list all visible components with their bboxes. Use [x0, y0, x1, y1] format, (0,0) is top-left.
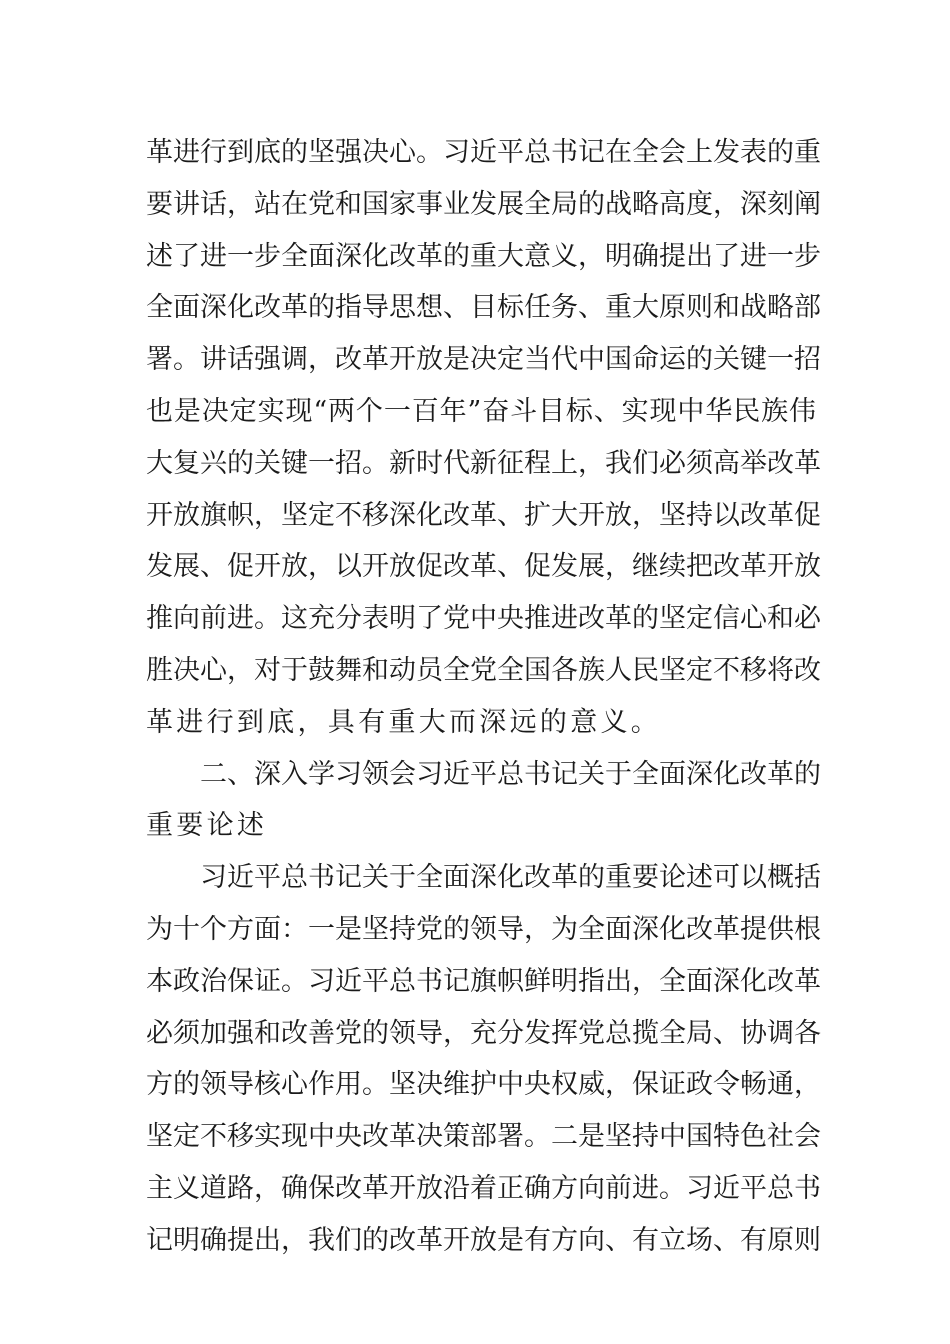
section-heading-line: 重要论述: [146, 810, 268, 842]
body-text-line: 为十个方面：一是坚持党的领导，为全面深化改革提供根: [146, 913, 821, 945]
body-text-line: 本政治保证。习近平总书记旗帜鲜明指出，全面深化改革: [146, 965, 821, 997]
body-text-line: 坚定不移实现中央改革决策部署。二是坚持中国特色社会: [146, 1121, 821, 1153]
body-text-line: 要讲话，站在党和国家事业发展全局的战略高度，深刻阐: [146, 188, 821, 220]
body-text-line: 方的领导核心作用。坚决维护中央权威，保证政令畅通，: [146, 1069, 821, 1101]
body-text-line: 发展、促开放，以开放促改革、促发展，继续把改革开放: [146, 551, 821, 583]
body-text-line: 署。讲话强调，改革开放是决定当代中国命运的关键一招: [146, 344, 821, 376]
body-text-line: 也是决定实现“两个一百年”奋斗目标、实现中华民族伟: [146, 395, 816, 427]
document-body: [146, 127, 821, 1267]
body-text-line: 全面深化改革的指导思想、目标任务、重大原则和战略部: [146, 292, 821, 324]
body-text-line: 胜决心，对于鼓舞和动员全党全国各族人民坚定不移将改: [146, 654, 821, 686]
body-text-line: 习近平总书记关于全面深化改革的重要论述可以概括: [200, 862, 821, 894]
body-text-line: 必须加强和改善党的领导，充分发挥党总揽全局、协调各: [146, 1017, 821, 1049]
section-heading-line: 二、深入学习领会习近平总书记关于全面深化改革的: [200, 758, 821, 790]
body-text-line: 革进行到底的坚强决心。习近平总书记在全会上发表的重: [146, 137, 821, 168]
body-text-line: 述了进一步全面深化改革的重大意义，明确提出了进一步: [146, 240, 821, 272]
body-text-line: 主义道路，确保改革开放沿着正确方向前进。习近平总书: [146, 1172, 821, 1204]
body-text-line: 记明确提出，我们的改革开放是有方向、有立场、有原则: [146, 1224, 821, 1256]
body-text-line: 大复兴的关键一招。新时代新征程上，我们必须高举改革: [146, 447, 821, 479]
body-text-line: 开放旗帜，坚定不移深化改革、扩大开放，坚持以改革促: [146, 499, 821, 531]
body-text-line: 推向前进。这充分表明了党中央推进改革的坚定信心和必: [146, 603, 821, 635]
body-text-line: 革进行到底，具有重大而深远的意义。: [146, 706, 662, 738]
